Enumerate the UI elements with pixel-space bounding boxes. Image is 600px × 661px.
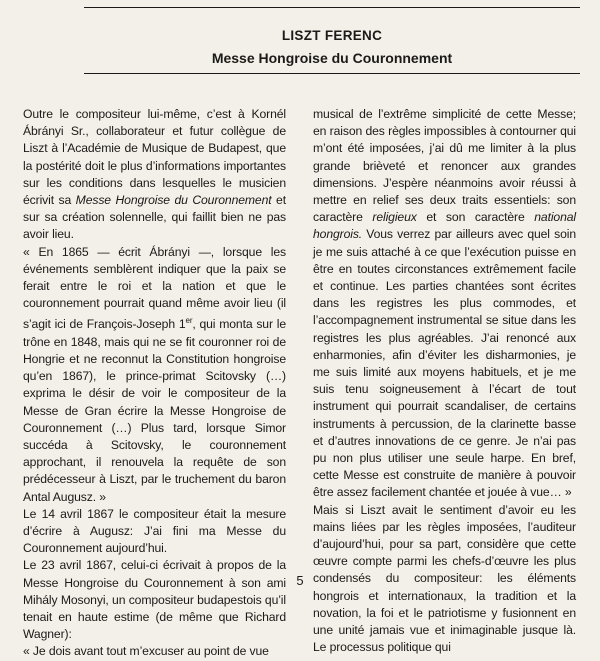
header-bottom-rule — [84, 73, 580, 74]
paragraph: Mais si Liszt avait le sentiment d’avoir eu les mains liées par les règles imposées, l’auditeur d’aujourd’hui, pour sa part, considère que cette œuvre compte parmi les chefs-d’œuvre les plus condensés du compositeur: les éléments hongrois et internationaux, la tradition et la novation, la foi et le patriotisme y fusionnent en une unité jamais vue et inimaginable jusque là. Le processus politique qui — [313, 502, 576, 655]
paragraph: « En 1865 — écrit Ábrányi —, lorsque les événements semblèrent indiquer que la paix se ferait entre le roi et la nation et que le couronnement pourrait quand même avoir lieu (il s’agit ici de François-Joseph 1er, qui monta sur le trône en 1848, mais qui ne se fit couronner roi de Hongrie et ne reconnut la Constitution hongroise qu’en 1867), le prince-primat Scitovsky (…) exprima le désir de voir le compositeur de la Messe de Gran écrire la Messe Hongroise de Couronnement (…) Plus tard, lorsque Simor succéda à Scitovsky, le couronnement approchant, il renouvela la requête de son prédécesseur à Liszt, par le truchement du baron Antal Augusz. » — [23, 244, 286, 504]
paragraph: Le 23 avril 1867, celui-ci écrivait à propos de la Messe Hongroise du Couronnement à son ami Mihály Mosonyi, un compositeur budapestois qu’il tenait en haute estime (de même que Richard Wagner): — [23, 558, 286, 642]
paragraph: musical de l’extrême simplicité de cette Messe; en raison des règles impossibles à contourner qui m’ont été imposées, j’ai dû me limiter à la plus grande brièveté et renoncer aux grandes dimensions. J’espère néanmoins avoir réussi à mettre en relief ses deux traits essentiels: son caractère religieux et son caractère national hongrois. Vous verrez par ailleurs avec quel soin je me suis attaché à ce que l’exécution puisse en être en toutes circonstances extrêmement facile et continue. Les parties chantées sont écrites dans les registres les plus commodes, et l’accompagnement instrumental se situe dans les registres les plus agréables. J’ai renoncé aux enharmonies, afin d’éviter les disharmonies, je me suis limité aux moyens habituels, et je me suis tenu soigneusement à l’écart de tout instrument qui pourrait scandaliser, de certains instruments à percussion, de la clarinette basse et d’autres innovations de ce genre. Je n’ai pas pu non plus utiliser une seule harpe. En bref, cette Messe est construite de manière à pouvoir être assez facilement chantée et jouée à vue… » — [313, 107, 576, 500]
top-rule — [84, 7, 580, 8]
composer-heading: LISZT FERENC — [281, 28, 383, 43]
paragraph: Le 14 avril 1867 le compositeur était la mesure d’écrire à Augusz: J’ai fini ma Messe du Couronnement aujourd’hui. — [23, 506, 286, 556]
page-number: 5 — [296, 573, 304, 588]
paragraph: Outre le compositeur lui-même, c’est à Kornél Ábrányi Sr., collaborateur et futur collègue de Liszt à l’Académie de Musique de Budapest, que la postérité doit le plus d’informations importantes sur les conditions dans lesquelles le musicien écrivit sa Messe Hongroise du Couronnement et sur sa création solennelle, qui faillit bien ne pas avoir lieu. — [23, 107, 286, 242]
paragraph: « Je dois avant tout m’excuser au point de vue — [23, 644, 269, 659]
work-title-heading: Messe Hongroise du Couronnement — [211, 50, 453, 66]
